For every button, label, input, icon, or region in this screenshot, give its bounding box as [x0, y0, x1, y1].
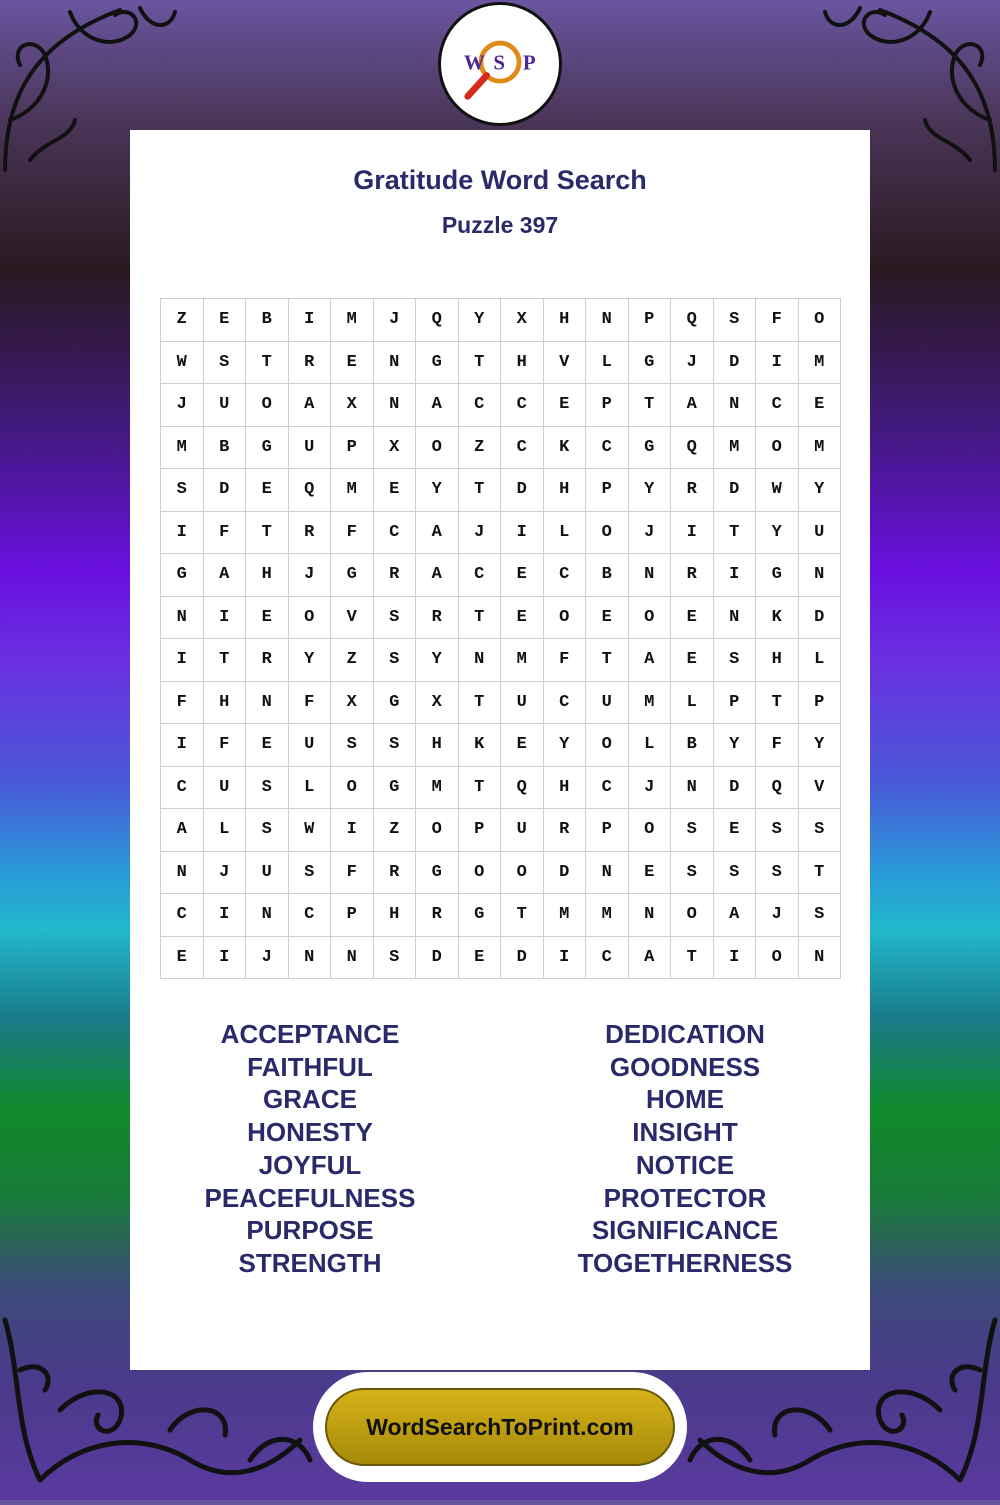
grid-cell: L	[629, 724, 672, 767]
grid-cell: U	[501, 809, 544, 852]
letter-grid	[160, 298, 841, 979]
grid-cell: U	[799, 512, 842, 555]
grid-cell: P	[586, 469, 629, 512]
grid-cell: D	[799, 597, 842, 640]
grid-cell: X	[416, 682, 459, 725]
grid-cell: Y	[629, 469, 672, 512]
grid-cell: N	[459, 639, 502, 682]
grid-cell: R	[671, 469, 714, 512]
word-list-left	[130, 1018, 490, 1280]
grid-cell: K	[459, 724, 502, 767]
grid-cell: G	[374, 682, 417, 725]
grid-cell: T	[714, 512, 757, 555]
grid-cell: S	[289, 852, 332, 895]
wsp-logo	[438, 2, 562, 126]
grid-cell: J	[629, 512, 672, 555]
grid-cell: A	[416, 384, 459, 427]
grid-cell: J	[161, 384, 204, 427]
grid-cell: T	[586, 639, 629, 682]
word-list-item: PROTECTOR	[603, 1182, 767, 1213]
grid-cell: D	[416, 937, 459, 980]
grid-cell: X	[331, 682, 374, 725]
grid-cell: O	[501, 852, 544, 895]
grid-cell: S	[374, 639, 417, 682]
grid-cell: J	[289, 554, 332, 597]
grid-cell: C	[161, 894, 204, 937]
grid-cell: H	[416, 724, 459, 767]
grid-cell: T	[246, 342, 289, 385]
grid-cell: Y	[714, 724, 757, 767]
grid-cell: J	[374, 299, 417, 342]
grid-cell: A	[161, 809, 204, 852]
grid-cell: A	[629, 937, 672, 980]
grid-cell: N	[799, 937, 842, 980]
grid-cell: C	[374, 512, 417, 555]
grid-cell: E	[671, 639, 714, 682]
logo-letter-w: W	[463, 50, 485, 75]
grid-cell: E	[501, 724, 544, 767]
grid-cell: B	[586, 554, 629, 597]
grid-cell: Z	[161, 299, 204, 342]
grid-cell: O	[459, 852, 502, 895]
grid-cell: O	[629, 809, 672, 852]
grid-cell: T	[501, 894, 544, 937]
puzzle-sheet	[130, 130, 870, 1370]
word-list-item: JOYFUL	[258, 1149, 362, 1180]
grid-cell: E	[161, 937, 204, 980]
grid-cell: S	[671, 852, 714, 895]
grid-cell: B	[671, 724, 714, 767]
grid-cell: C	[459, 384, 502, 427]
grid-cell: N	[799, 554, 842, 597]
grid-cell: M	[501, 639, 544, 682]
grid-cell: S	[374, 597, 417, 640]
grid-cell: C	[501, 427, 544, 470]
grid-cell: E	[671, 597, 714, 640]
grid-cell: H	[501, 342, 544, 385]
grid-cell: R	[416, 894, 459, 937]
word-list-item: INSIGHT	[632, 1117, 738, 1148]
grid-cell: Q	[289, 469, 332, 512]
grid-cell: D	[544, 852, 587, 895]
puzzle-number: Puzzle 397	[441, 212, 559, 238]
grid-cell: O	[671, 894, 714, 937]
grid-cell: O	[629, 597, 672, 640]
grid-cell: R	[289, 342, 332, 385]
grid-cell: T	[671, 937, 714, 980]
grid-cell: E	[374, 469, 417, 512]
grid-cell: N	[629, 554, 672, 597]
grid-cell: Y	[799, 469, 842, 512]
word-list-item: HONESTY	[247, 1117, 373, 1148]
grid-cell: K	[544, 427, 587, 470]
grid-cell: R	[246, 639, 289, 682]
grid-cell: H	[544, 299, 587, 342]
grid-cell: R	[289, 512, 332, 555]
grid-cell: D	[501, 469, 544, 512]
grid-cell: F	[204, 512, 247, 555]
grid-cell: F	[289, 682, 332, 725]
grid-cell: M	[586, 894, 629, 937]
grid-cell: U	[586, 682, 629, 725]
grid-cell: W	[289, 809, 332, 852]
grid-cell: V	[544, 342, 587, 385]
grid-cell: L	[289, 767, 332, 810]
grid-cell: H	[204, 682, 247, 725]
grid-cell: O	[416, 427, 459, 470]
grid-cell: N	[714, 384, 757, 427]
grid-cell: D	[501, 937, 544, 980]
grid-cell: S	[246, 809, 289, 852]
grid-cell: V	[799, 767, 842, 810]
grid-cell: N	[161, 852, 204, 895]
grid-cell: O	[416, 809, 459, 852]
grid-cell: H	[246, 554, 289, 597]
grid-cell: O	[586, 512, 629, 555]
grid-cell: M	[331, 299, 374, 342]
grid-cell: G	[331, 554, 374, 597]
grid-cell: N	[246, 894, 289, 937]
grid-cell: N	[586, 852, 629, 895]
grid-cell: Y	[289, 639, 332, 682]
grid-cell: I	[714, 937, 757, 980]
grid-cell: Y	[459, 299, 502, 342]
grid-cell: W	[756, 469, 799, 512]
grid-cell: C	[544, 554, 587, 597]
grid-cell: Q	[501, 767, 544, 810]
grid-cell: P	[586, 384, 629, 427]
grid-cell: T	[204, 639, 247, 682]
grid-cell: P	[629, 299, 672, 342]
grid-cell: U	[246, 852, 289, 895]
grid-cell: E	[586, 597, 629, 640]
grid-cell: I	[756, 342, 799, 385]
grid-cell: G	[756, 554, 799, 597]
grid-cell: T	[246, 512, 289, 555]
grid-cell: X	[374, 427, 417, 470]
grid-cell: E	[501, 597, 544, 640]
grid-cell: M	[799, 342, 842, 385]
grid-cell: B	[204, 427, 247, 470]
site-link-button[interactable]: WordSearchToPrint.com	[325, 1388, 675, 1466]
grid-cell: J	[671, 342, 714, 385]
grid-cell: L	[204, 809, 247, 852]
grid-cell: I	[204, 894, 247, 937]
grid-cell: P	[714, 682, 757, 725]
grid-cell: S	[799, 894, 842, 937]
grid-cell: X	[331, 384, 374, 427]
grid-cell: T	[459, 767, 502, 810]
grid-cell: G	[416, 342, 459, 385]
grid-cell: I	[161, 724, 204, 767]
grid-cell: E	[544, 384, 587, 427]
grid-cell: E	[799, 384, 842, 427]
grid-cell: Z	[331, 639, 374, 682]
grid-cell: G	[161, 554, 204, 597]
grid-cell: T	[459, 682, 502, 725]
grid-cell: S	[799, 809, 842, 852]
grid-cell: C	[586, 767, 629, 810]
grid-cell: C	[459, 554, 502, 597]
grid-cell: P	[331, 894, 374, 937]
grid-cell: N	[374, 384, 417, 427]
grid-cell: P	[799, 682, 842, 725]
grid-cell: T	[459, 597, 502, 640]
grid-cell: P	[586, 809, 629, 852]
grid-cell: F	[544, 639, 587, 682]
grid-cell: P	[331, 427, 374, 470]
grid-cell: I	[544, 937, 587, 980]
grid-cell: Y	[416, 639, 459, 682]
grid-cell: C	[586, 427, 629, 470]
grid-cell: Z	[459, 427, 502, 470]
grid-cell: E	[331, 342, 374, 385]
grid-cell: I	[204, 597, 247, 640]
grid-cell: E	[204, 299, 247, 342]
word-list-item: PEACEFULNESS	[204, 1182, 416, 1213]
grid-cell: B	[246, 299, 289, 342]
grid-cell: S	[756, 852, 799, 895]
grid-cell: E	[629, 852, 672, 895]
grid-cell: A	[416, 554, 459, 597]
grid-cell: O	[544, 597, 587, 640]
grid-cell: H	[544, 469, 587, 512]
grid-cell: C	[289, 894, 332, 937]
grid-cell: Q	[416, 299, 459, 342]
word-list-item: GOODNESS	[609, 1051, 761, 1082]
grid-cell: M	[799, 427, 842, 470]
logo-letter-s: S	[493, 50, 505, 75]
grid-cell: L	[544, 512, 587, 555]
grid-cell: Y	[544, 724, 587, 767]
grid-cell: T	[459, 342, 502, 385]
grid-cell: S	[671, 809, 714, 852]
word-list-item: SIGNIFICANCE	[591, 1215, 779, 1246]
grid-cell: D	[714, 767, 757, 810]
word-list-item: GRACE	[263, 1084, 357, 1115]
grid-cell: K	[756, 597, 799, 640]
grid-cell: U	[204, 384, 247, 427]
grid-cell: N	[374, 342, 417, 385]
grid-cell: S	[374, 724, 417, 767]
grid-cell: G	[629, 342, 672, 385]
grid-cell: S	[714, 639, 757, 682]
grid-cell: E	[501, 554, 544, 597]
grid-cell: W	[161, 342, 204, 385]
grid-cell: D	[204, 469, 247, 512]
grid-cell: D	[714, 469, 757, 512]
word-list-item: PURPOSE	[246, 1215, 374, 1246]
grid-cell: C	[756, 384, 799, 427]
grid-cell: F	[204, 724, 247, 767]
grid-cell: M	[331, 469, 374, 512]
grid-cell: N	[586, 299, 629, 342]
grid-cell: Y	[756, 512, 799, 555]
grid-cell: C	[544, 682, 587, 725]
grid-cell: G	[629, 427, 672, 470]
grid-cell: Y	[799, 724, 842, 767]
grid-cell: H	[544, 767, 587, 810]
grid-cell: U	[204, 767, 247, 810]
grid-cell: F	[756, 724, 799, 767]
grid-cell: F	[331, 512, 374, 555]
grid-cell: M	[161, 427, 204, 470]
grid-cell: G	[246, 427, 289, 470]
word-list-item: ACCEPTANCE	[220, 1019, 400, 1049]
grid-cell: T	[629, 384, 672, 427]
word-list-item: DEDICATION	[605, 1019, 765, 1049]
grid-cell: J	[459, 512, 502, 555]
grid-cell: V	[331, 597, 374, 640]
grid-cell: I	[714, 554, 757, 597]
word-list-item: HOME	[646, 1084, 724, 1115]
grid-cell: T	[756, 682, 799, 725]
grid-cell: O	[331, 767, 374, 810]
grid-cell: S	[204, 342, 247, 385]
grid-cell: Z	[374, 809, 417, 852]
grid-cell: I	[501, 512, 544, 555]
grid-cell: I	[204, 937, 247, 980]
grid-cell: A	[204, 554, 247, 597]
word-list-item: FAITHFUL	[247, 1051, 373, 1082]
grid-cell: O	[246, 384, 289, 427]
grid-cell: S	[331, 724, 374, 767]
grid-cell: F	[756, 299, 799, 342]
grid-cell: Y	[416, 469, 459, 512]
puzzle-title: Gratitude Word Search	[353, 165, 647, 195]
word-list-item: NOTICE	[635, 1149, 735, 1180]
grid-cell: E	[246, 469, 289, 512]
grid-cell: Q	[671, 299, 714, 342]
logo-letter-p: P	[522, 50, 536, 75]
grid-cell: X	[501, 299, 544, 342]
grid-cell: R	[416, 597, 459, 640]
word-list-item: STRENGTH	[238, 1247, 382, 1278]
grid-cell: U	[289, 427, 332, 470]
grid-cell: I	[161, 512, 204, 555]
grid-cell: R	[544, 809, 587, 852]
grid-cell: S	[246, 767, 289, 810]
grid-cell: J	[756, 894, 799, 937]
grid-cell: C	[586, 937, 629, 980]
grid-cell: I	[331, 809, 374, 852]
grid-cell: M	[629, 682, 672, 725]
grid-cell: T	[799, 852, 842, 895]
grid-cell: S	[756, 809, 799, 852]
grid-cell: O	[289, 597, 332, 640]
grid-cell: L	[586, 342, 629, 385]
grid-cell: U	[289, 724, 332, 767]
grid-cell: S	[714, 299, 757, 342]
grid-cell: L	[799, 639, 842, 682]
grid-cell: D	[714, 342, 757, 385]
grid-cell: S	[161, 469, 204, 512]
grid-cell: C	[501, 384, 544, 427]
grid-cell: S	[714, 852, 757, 895]
grid-cell: Q	[671, 427, 714, 470]
grid-cell: G	[459, 894, 502, 937]
grid-cell: G	[416, 852, 459, 895]
grid-cell: A	[714, 894, 757, 937]
grid-cell: M	[416, 767, 459, 810]
grid-cell: O	[799, 299, 842, 342]
grid-cell: M	[714, 427, 757, 470]
grid-cell: N	[629, 894, 672, 937]
grid-cell: F	[161, 682, 204, 725]
grid-cell: R	[374, 554, 417, 597]
grid-cell: C	[161, 767, 204, 810]
grid-cell: E	[246, 724, 289, 767]
grid-cell: N	[246, 682, 289, 725]
grid-cell: F	[331, 852, 374, 895]
word-list-right	[505, 1018, 865, 1280]
grid-cell: A	[289, 384, 332, 427]
grid-cell: T	[459, 469, 502, 512]
grid-cell: I	[161, 639, 204, 682]
grid-cell: N	[714, 597, 757, 640]
grid-cell: O	[756, 427, 799, 470]
grid-cell: E	[459, 937, 502, 980]
grid-cell: R	[671, 554, 714, 597]
grid-cell: N	[331, 937, 374, 980]
site-link-frame	[313, 1372, 687, 1482]
grid-cell: N	[671, 767, 714, 810]
grid-cell: Q	[756, 767, 799, 810]
grid-cell: A	[629, 639, 672, 682]
grid-cell: U	[501, 682, 544, 725]
grid-cell: M	[544, 894, 587, 937]
grid-cell: O	[586, 724, 629, 767]
grid-cell: A	[671, 384, 714, 427]
grid-cell: E	[714, 809, 757, 852]
grid-cell: J	[246, 937, 289, 980]
grid-cell: S	[374, 937, 417, 980]
grid-cell: I	[289, 299, 332, 342]
grid-cell: A	[416, 512, 459, 555]
grid-cell: H	[756, 639, 799, 682]
grid-cell: J	[204, 852, 247, 895]
grid-cell: N	[289, 937, 332, 980]
grid-cell: E	[246, 597, 289, 640]
grid-cell: R	[374, 852, 417, 895]
grid-cell: H	[374, 894, 417, 937]
grid-cell: L	[671, 682, 714, 725]
grid-cell: I	[671, 512, 714, 555]
grid-cell: P	[459, 809, 502, 852]
grid-cell: G	[374, 767, 417, 810]
grid-cell: J	[629, 767, 672, 810]
word-list-item: TOGETHERNESS	[577, 1247, 793, 1278]
grid-cell: O	[756, 937, 799, 980]
grid-cell: N	[161, 597, 204, 640]
